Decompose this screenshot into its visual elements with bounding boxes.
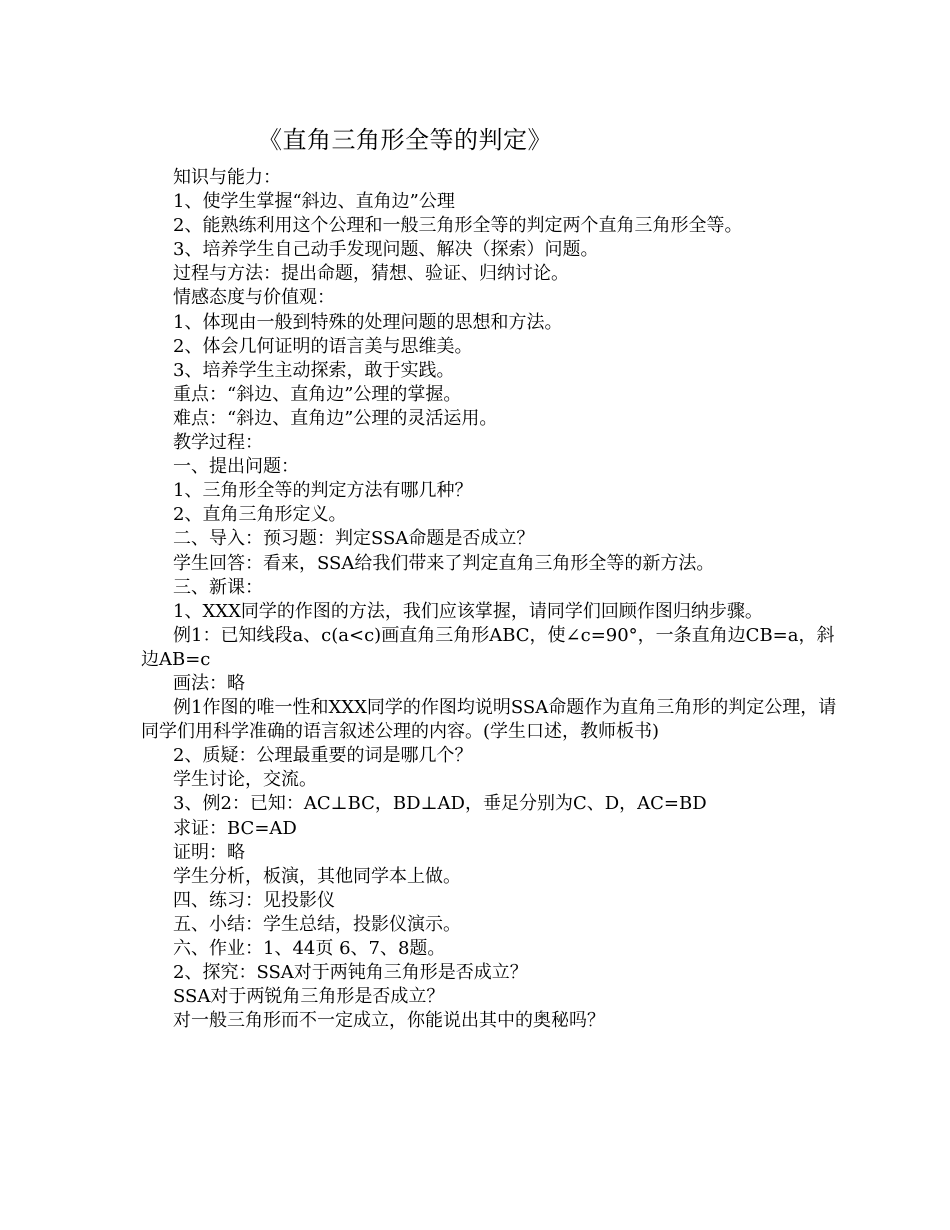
paragraph: 2、直角三角形定义。 bbox=[173, 504, 347, 526]
paragraph: 知识与能力： bbox=[173, 167, 281, 188]
paragraph: 六、作业：1、44页 6、7、8题。 bbox=[173, 938, 446, 959]
paragraph: 二、导入：预习题：判定SSA命题是否成立？ bbox=[173, 528, 535, 550]
paragraph: 画法：略 bbox=[173, 672, 245, 694]
paragraph: 五、小结：学生总结，投影仪演示。 bbox=[173, 913, 461, 935]
paragraph: 学生分析，板演，其他同学本上做。 bbox=[173, 865, 461, 887]
paragraph: 一、提出问题： bbox=[173, 456, 299, 478]
paragraph: SSA对于两锐角三角形是否成立？ bbox=[173, 986, 445, 1008]
paragraph: 1、体现由一般到特殊的处理问题的思想和方法。 bbox=[173, 311, 563, 333]
paragraph: 学生讨论，交流。 bbox=[173, 769, 317, 791]
paragraph: 过程与方法：提出命题，猜想、验证、归纳讨论。 bbox=[173, 263, 569, 285]
paragraph: 例1：已知线段a、c(a<c)画直角三角形ABC，使∠c=90°，一条直角边CB=a，斜边AB=c bbox=[141, 624, 835, 670]
paragraph: 1、XXX同学的作图的方法，我们应该掌握，请同学们回顾作图归纳步骤。 bbox=[173, 600, 763, 622]
paragraph: 2、质疑：公理最重要的词是哪几个？ bbox=[173, 745, 473, 767]
paragraph: 3、培养学生自己动手发现问题、解决（探索）问题。 bbox=[173, 239, 599, 261]
paragraph: 1、使学生掌握“斜边、直角边”公理 bbox=[173, 191, 455, 213]
paragraph: 求证：BC=AD bbox=[173, 817, 297, 839]
document-body bbox=[141, 166, 841, 1033]
paragraph: 对一般三角形而不一定成立，你能说出其中的奥秘吗？ bbox=[173, 1010, 605, 1032]
paragraph: 3、例2：已知：AC⊥BC，BD⊥AD，垂足分别为C、D，AC=BD bbox=[173, 793, 707, 815]
paragraph: 教学过程： bbox=[173, 432, 263, 454]
paragraph: 难点：“斜边、直角边”公理的灵活运用。 bbox=[173, 407, 498, 429]
paragraph: 2、能熟练利用这个公理和一般三角形全等的判定两个直角三角形全等。 bbox=[173, 215, 743, 237]
paragraph: 学生回答：看来，SSA给我们带来了判定直角三角形全等的新方法。 bbox=[173, 552, 715, 574]
paragraph: 3、培养学生主动探索，敢于实践。 bbox=[173, 359, 455, 381]
paragraph: 2、探究：SSA对于两钝角三角形是否成立？ bbox=[173, 962, 528, 984]
paragraph: 例1作图的唯一性和XXX同学的作图均说明SSA命题作为直角三角形的判定公理，请同学们用科学准确的语言叙述公理的内容。(学生口述，教师板书) bbox=[141, 697, 837, 743]
paragraph: 情感态度与价值观： bbox=[173, 287, 335, 309]
paragraph: 2、体会几何证明的语言美与思维美。 bbox=[173, 335, 473, 357]
paragraph: 重点：“斜边、直角边”公理的掌握。 bbox=[173, 383, 462, 405]
paragraph: 四、练习：见投影仪 bbox=[173, 889, 335, 911]
document-title: 《直角三角形全等的判定》 bbox=[258, 126, 552, 154]
paragraph: 三、新课： bbox=[173, 576, 263, 598]
paragraph: 1、三角形全等的判定方法有哪几种？ bbox=[173, 480, 473, 502]
paragraph: 证明：略 bbox=[173, 841, 245, 863]
